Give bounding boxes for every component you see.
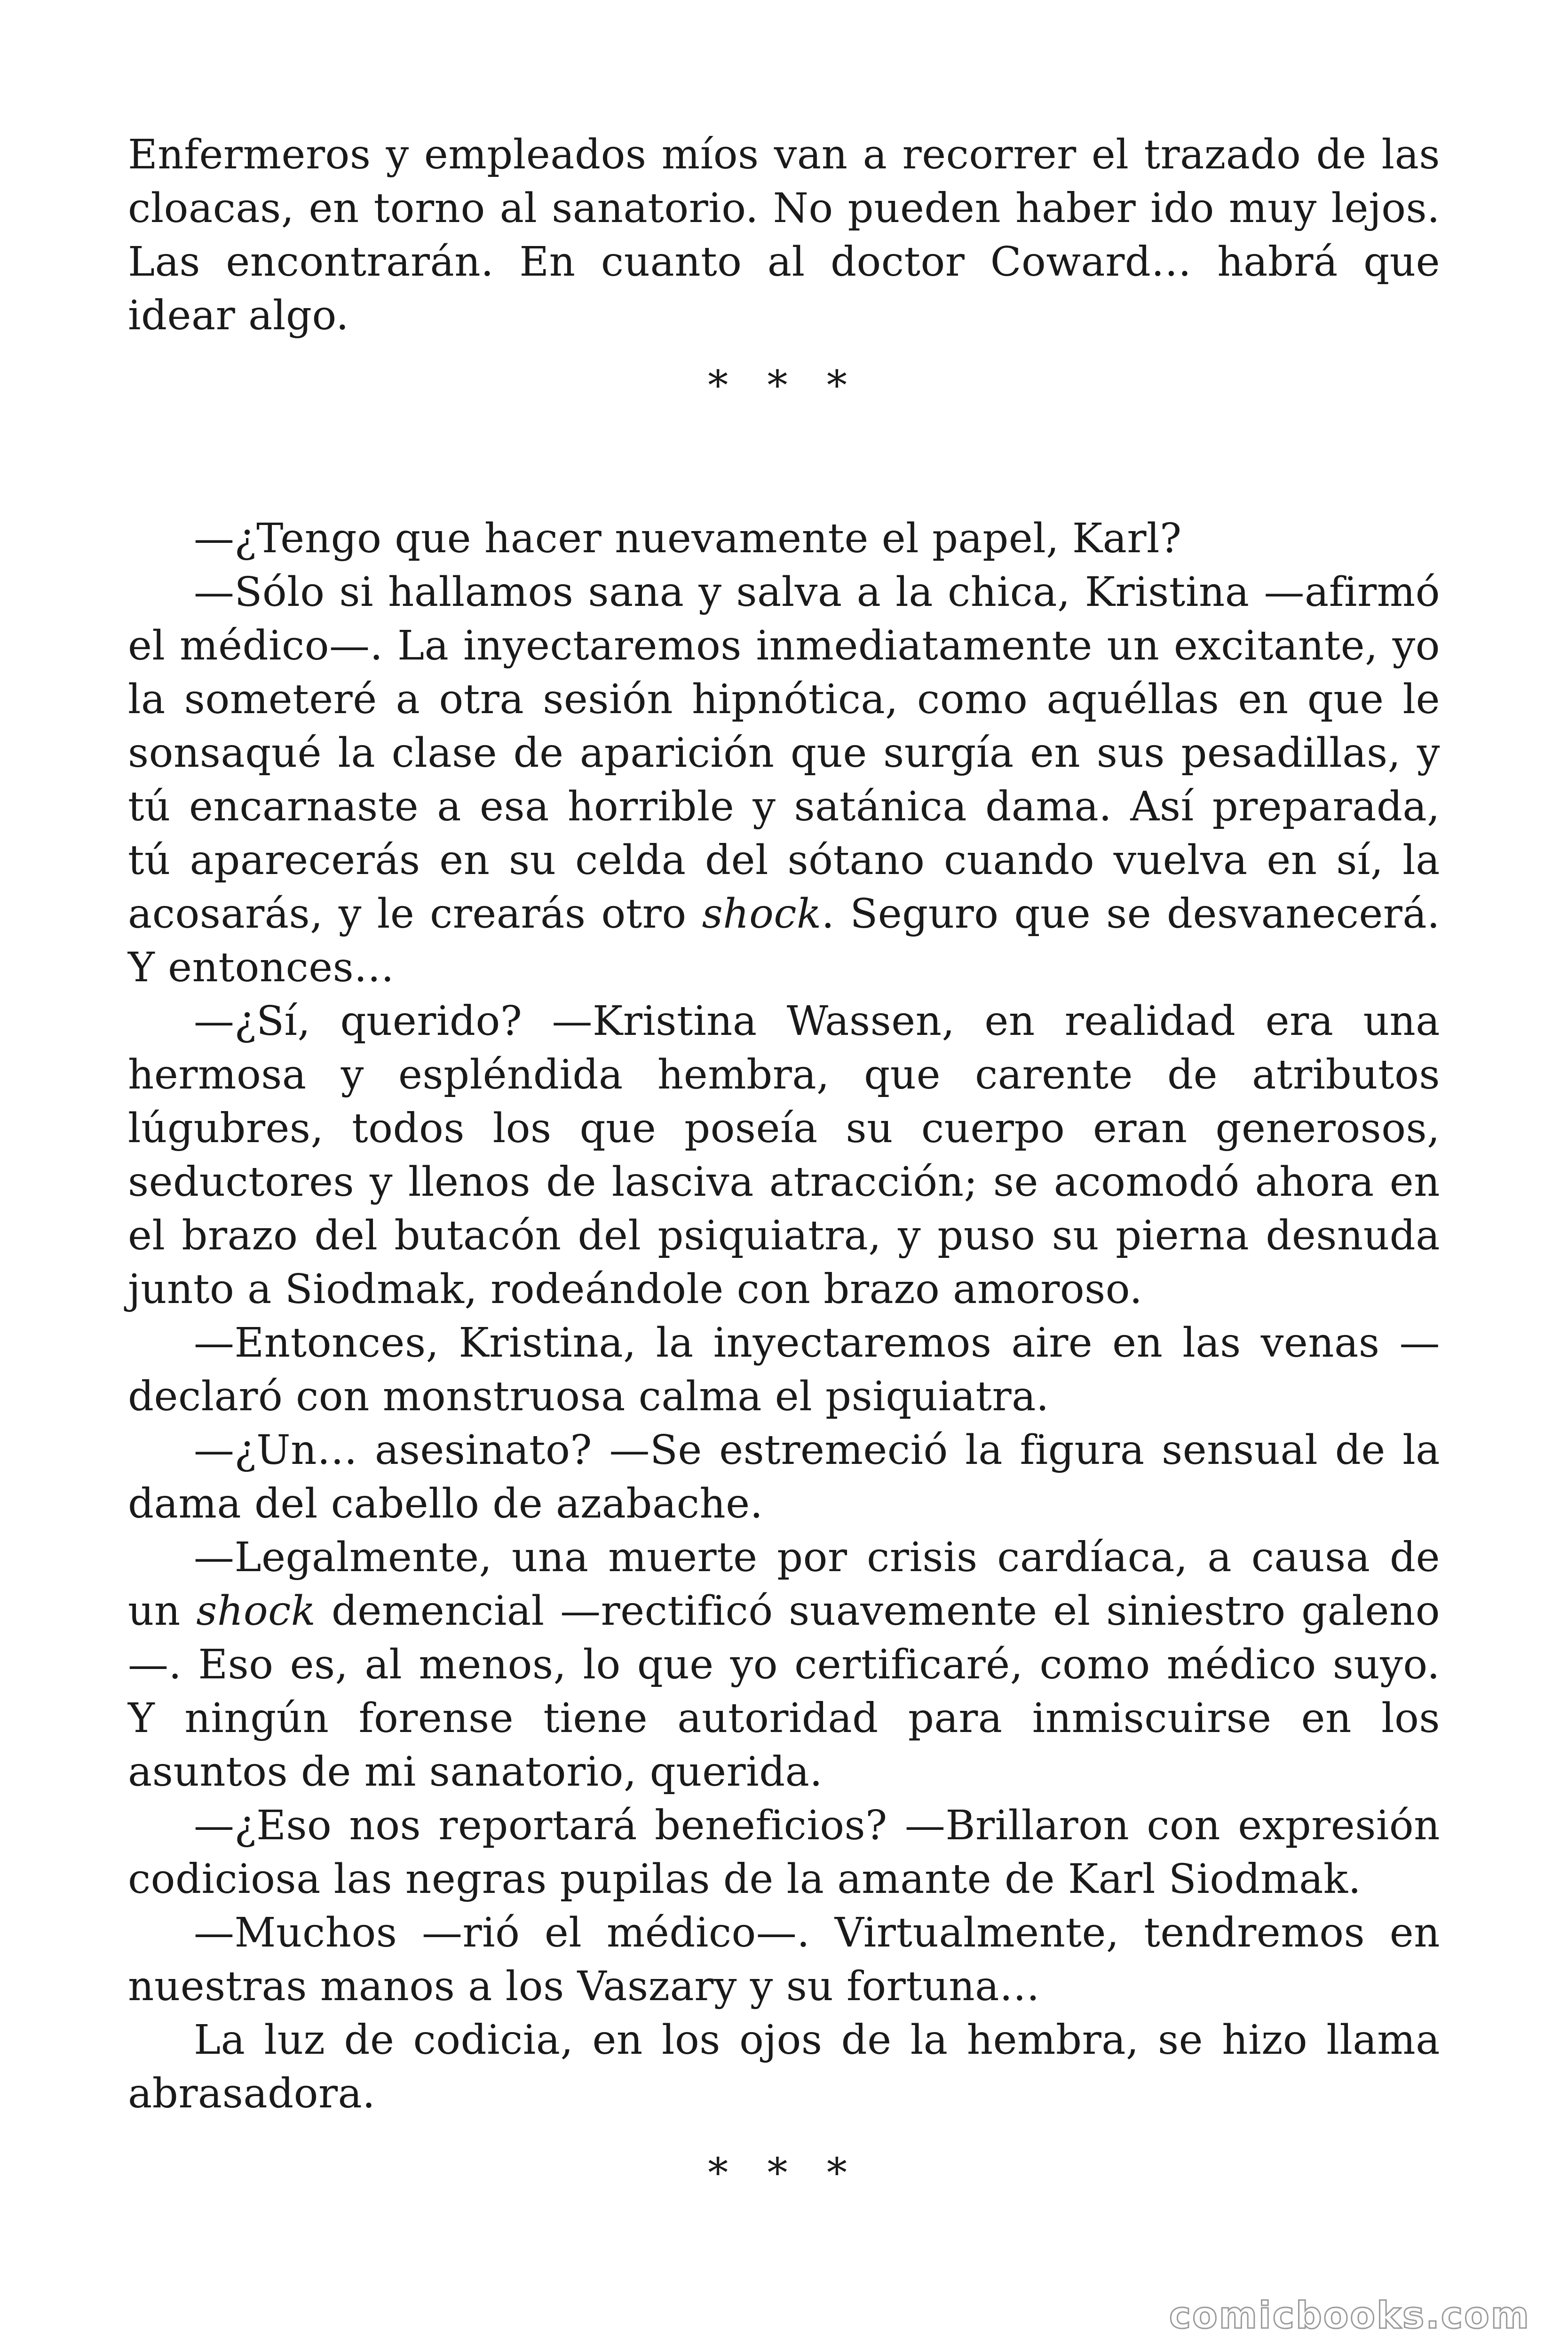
intro-paragraph: Enfermeros y empleados míos van a recorrer el trazado de las cloacas, en torno al sanatorio. No pueden haber ido muy lejos. Las encontrarán. En cuanto al doctor Coward… habrá que idear algo. [128, 131, 1440, 339]
intro-text [128, 128, 1440, 342]
paragraph: La luz de codicia, en los ojos de la hembra, se hizo llama abrasadora. [128, 2017, 1440, 2117]
paragraph: —¿Eso nos reportará beneficios? —Brillaron con expresión codiciosa las negras pupilas de la amante de Karl Siodmak. [128, 1802, 1440, 1903]
italic-word: shock [702, 890, 822, 938]
paragraph: —Legalmente, una muerte por crisis cardíaca, a causa de un shock demencial —rectificó suavemente el siniestro galeno—. Eso es, al menos, lo que yo certificaré, como médico suyo. Y ningún forense tiene autoridad para inmiscuirse en los asuntos de mi sanatorio, querida. [128, 1534, 1441, 1796]
paragraph: —Muchos —rió el médico—. Virtualmente, tendremos en nuestras manos a los Vaszary y su fortuna… [128, 1909, 1440, 2010]
section-separator-bottom: * * * [708, 2150, 860, 2197]
section-separator: * * * [708, 362, 860, 409]
dialogue-text [128, 512, 1440, 2121]
paragraph: —¿Sí, querido? —Kristina Wassen, en realidad era una hermosa y espléndida hembra, que carente de atributos lúgubres, todos los que poseía su cuerpo eran generosos, seductores y llenos de lasciva atracción; se acomodó ahora en el brazo del butacón del psiquiatra, y puso su pierna desnuda junto a Siodmak, rodeándole con brazo amoroso. [128, 998, 1440, 1313]
paragraph: —Sólo si hallamos sana y salva a la chica, Kristina —afirmó el médico—. La inyectaremos inmediatamente un excitante, yo la someteré a otra sesión hipnótica, como aquéllas en que le sonsaqué la clase de aparición que surgía en sus pesadillas, y tú encarnaste a esa horrible y satánica dama. Así preparada, tú aparecerás en su celda del sótano cuando vuelva en sí, la acosarás, y le crearás otro shock. Seguro que se desvanecerá. Y entonces… [128, 569, 1441, 991]
paragraph: —¿Tengo que hacer nuevamente el papel, Karl? [194, 515, 1182, 562]
italic-word: shock [196, 1588, 316, 1635]
watermark: comicbooks.com [1169, 2295, 1530, 2337]
paragraph: —Entonces, Kristina, la inyectaremos aire en las venas —declaró con monstruosa calma el psiquiatra. [128, 1319, 1440, 1420]
paragraph: —¿Un… asesinato? —Se estremeció la figura sensual de la dama del cabello de azabache. [128, 1427, 1440, 1527]
